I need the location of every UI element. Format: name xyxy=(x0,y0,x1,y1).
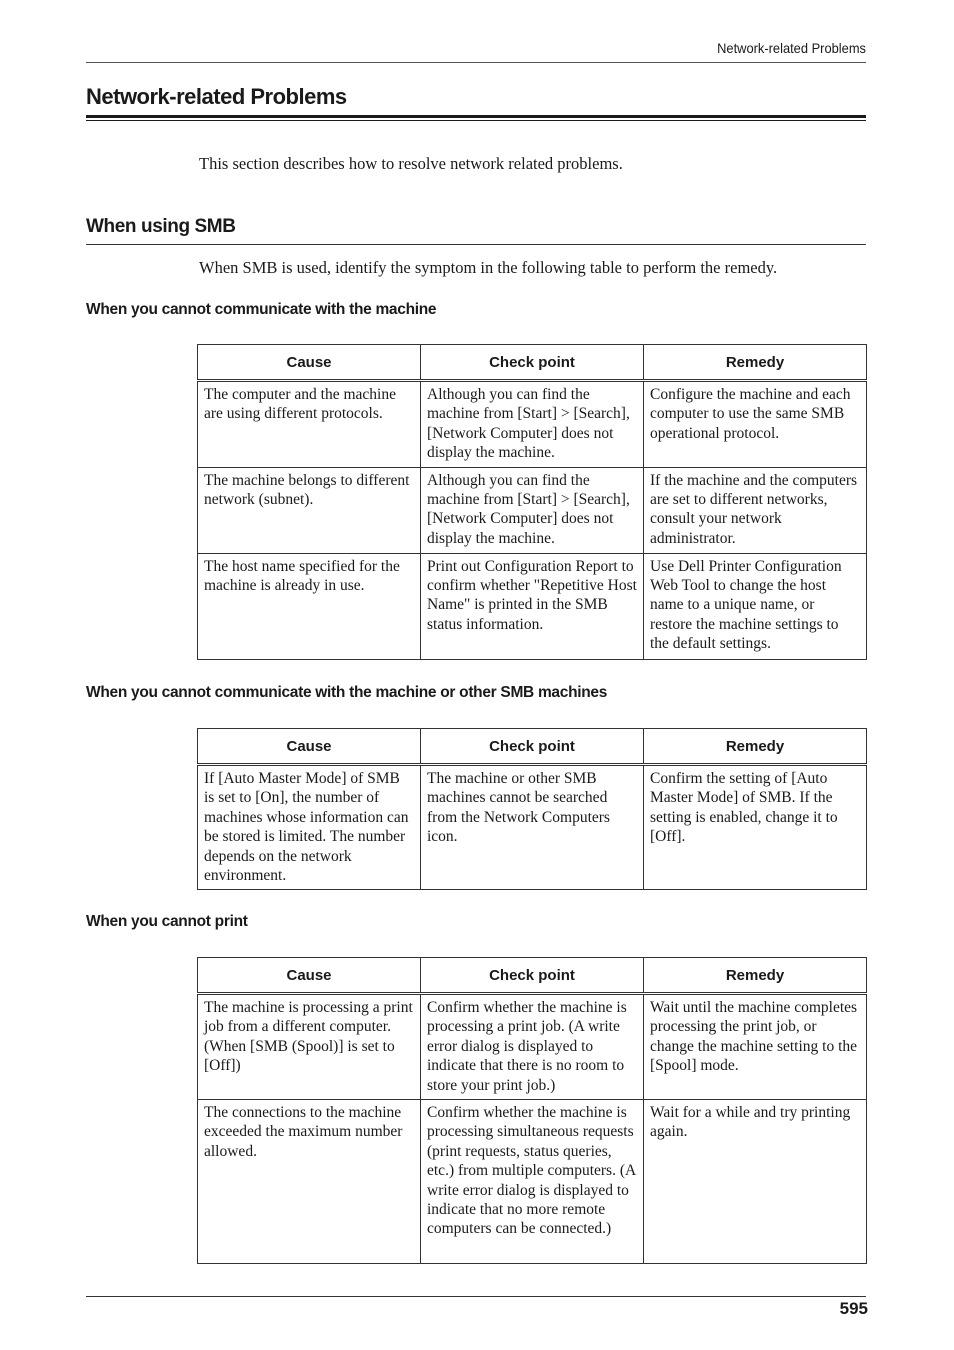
table-cannot-print xyxy=(197,957,867,1264)
cause-cell: If [Auto Master Mode] of SMB is set to [On], the number of machines whose information can be stored is limited. The number depends on the network environment. xyxy=(198,765,421,890)
header-rule xyxy=(86,62,866,63)
table-row xyxy=(198,553,867,659)
table-heading-other-smb-machines: When you cannot communicate with the machine or other SMB machines xyxy=(86,684,608,701)
title-rule-thick xyxy=(86,115,866,118)
column-header-remedy: Remedy xyxy=(644,958,867,994)
remedy-cell: Use Dell Printer Configuration Web Tool to change the host name to a unique name, or restore the machine settings to the default settings. xyxy=(644,553,867,659)
column-header-check-point: Check point xyxy=(421,345,644,381)
column-header-cause: Cause xyxy=(198,345,421,381)
column-header-remedy: Remedy xyxy=(644,345,867,381)
check-point-cell: Print out Configuration Report to confirm whether "Repetitive Host Name" is printed in the SMB status information. xyxy=(421,553,644,659)
cause-cell xyxy=(198,994,421,1100)
remedy-cell: Wait until the machine completes processing the print job, or change the machine setting to the [Spool] mode. xyxy=(644,994,867,1100)
check-point-cell: The machine or other SMB machines cannot be searched from the Network Computers icon. xyxy=(421,765,644,890)
remedy-cell: Wait for a while and try printing again. xyxy=(644,1100,867,1264)
table-header-row xyxy=(198,729,867,765)
check-point-cell: Although you can find the machine from [Start] > [Search], [Network Computer] does not display the machine. xyxy=(421,381,644,468)
intro-text: This section describes how to resolve network related problems. xyxy=(199,154,623,173)
table-row xyxy=(198,467,867,553)
cause-note: (When [SMB (Spool)] is set to [Off]) xyxy=(204,1037,395,1075)
footer-rule xyxy=(86,1296,866,1297)
remedy-cell: If the machine and the computers are set to different networks, consult your network administrator. xyxy=(644,467,867,553)
table-heading-cannot-print: When you cannot print xyxy=(86,913,248,930)
remedy-cell: Confirm the setting of [Auto Master Mode] of SMB. If the setting is enabled, change it to [Off]. xyxy=(644,765,867,890)
remedy-cell: Configure the machine and each computer to use the same SMB operational protocol. xyxy=(644,381,867,468)
table-row xyxy=(198,381,867,468)
cause-cell: The host name specified for the machine is already in use. xyxy=(198,553,421,659)
table-row xyxy=(198,994,867,1100)
table-row xyxy=(198,765,867,890)
column-header-check-point: Check point xyxy=(421,958,644,994)
table-heading-cannot-communicate: When you cannot communicate with the machine xyxy=(86,301,437,318)
title-rule-thin xyxy=(86,120,866,121)
cause-cell: The connections to the machine exceeded the maximum number allowed. xyxy=(198,1100,421,1264)
page-number: 595 xyxy=(839,1299,868,1318)
section-rule xyxy=(86,244,866,245)
column-header-cause: Cause xyxy=(198,729,421,765)
table-other-smb-machines xyxy=(197,728,867,890)
cause-text: The machine is processing a print job from a different computer. xyxy=(204,999,413,1036)
check-point-cell: Confirm whether the machine is processing a print job. (A write error dialog is displayed to indicate that there is no room to store your print job.) xyxy=(421,994,644,1100)
section-heading: When using SMB xyxy=(86,216,236,237)
table-header-row xyxy=(198,345,867,381)
table-header-row xyxy=(198,958,867,994)
check-point-cell: Confirm whether the machine is processing simultaneous requests (print requests, status queries, etc.) from multiple computers. (A write error dialog is displayed to indicate that no more remote computers can be connected.) xyxy=(421,1100,644,1264)
column-header-check-point: Check point xyxy=(421,729,644,765)
column-header-remedy: Remedy xyxy=(644,729,867,765)
running-header: Network-related Problems xyxy=(717,40,866,56)
cause-cell: The machine belongs to different network (subnet). xyxy=(198,467,421,553)
table-row xyxy=(198,1100,867,1264)
cause-cell: The computer and the machine are using different protocols. xyxy=(198,381,421,468)
column-header-cause: Cause xyxy=(198,958,421,994)
table-cannot-communicate xyxy=(197,344,867,660)
check-point-cell: Although you can find the machine from [Start] > [Search], [Network Computer] does not display the machine. xyxy=(421,467,644,553)
page-title: Network-related Problems xyxy=(86,84,347,109)
section-intro: When SMB is used, identify the symptom in the following table to perform the remedy. xyxy=(199,258,778,277)
